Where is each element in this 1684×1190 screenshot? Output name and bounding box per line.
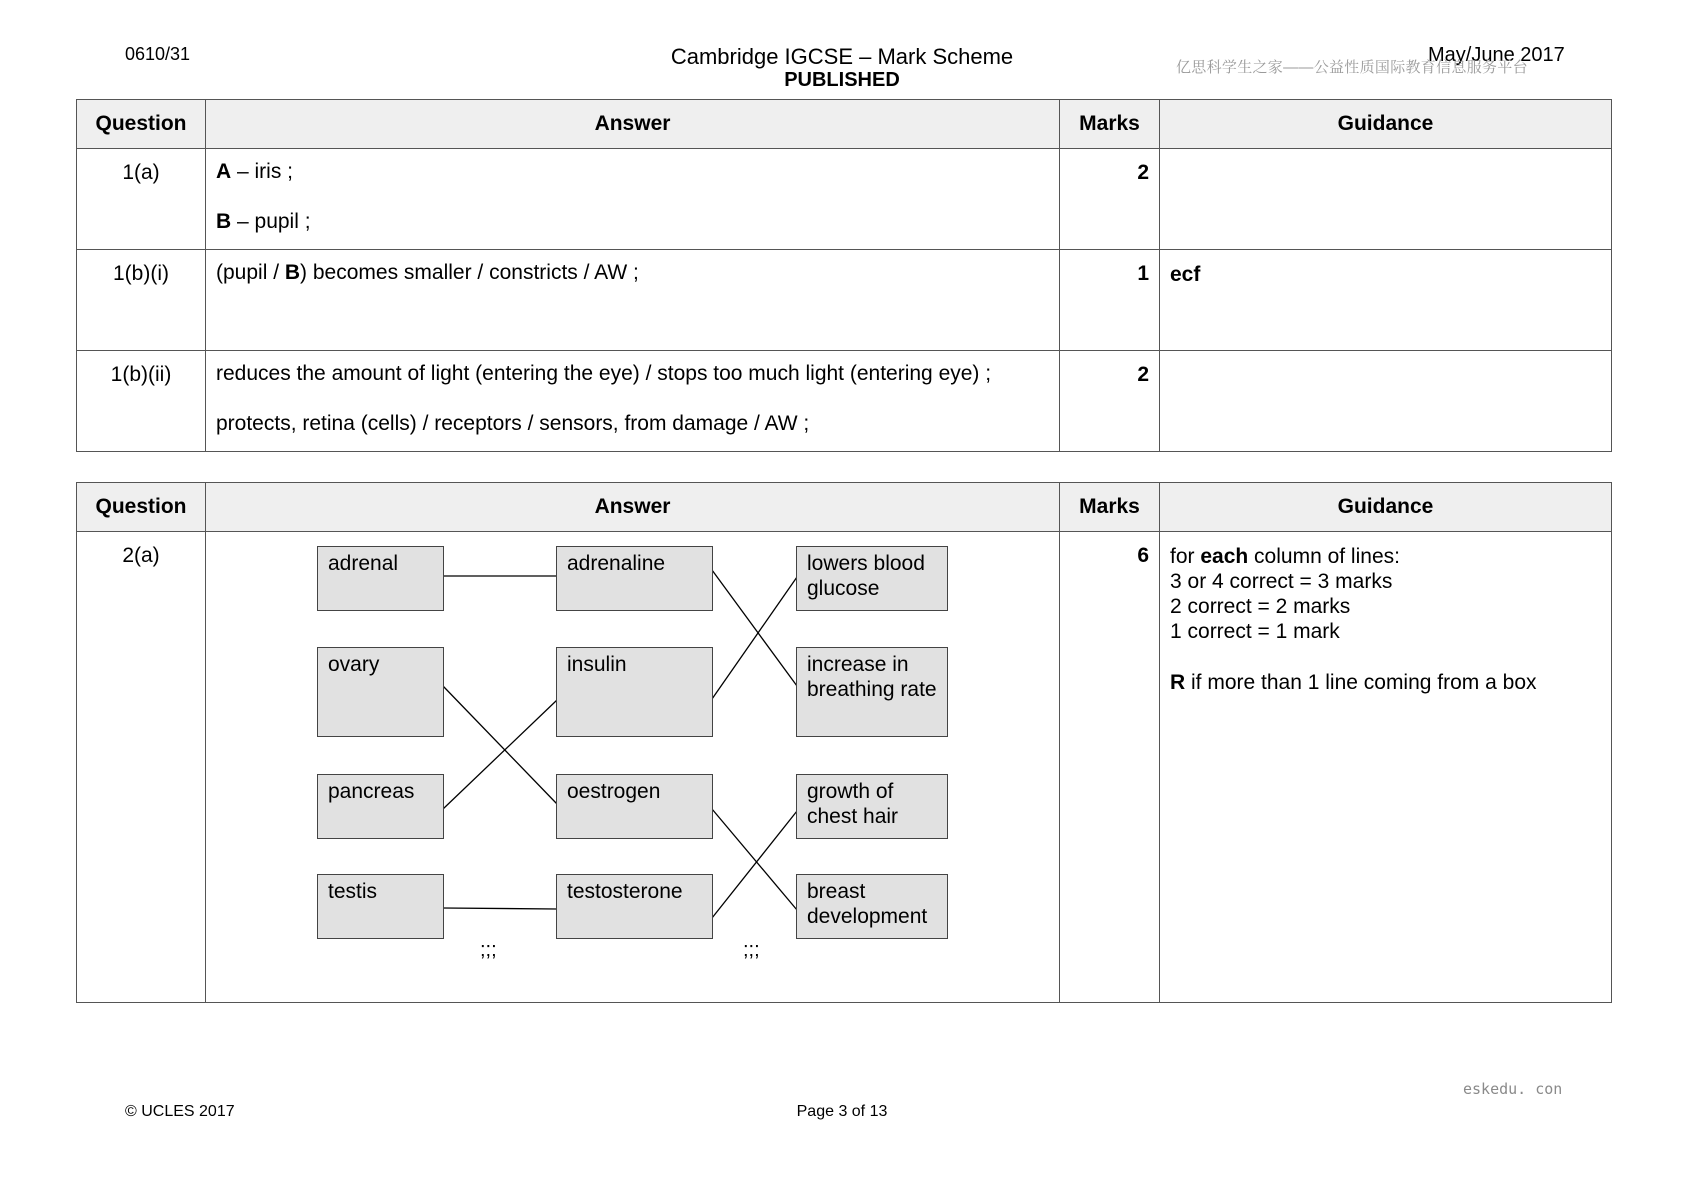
watermark-text: 亿思科学生之家——公益性质国际教育信息服务平台 xyxy=(1176,59,1528,76)
exam-session: May/June 2017 xyxy=(1428,44,1565,66)
hormone-label: adrenaline xyxy=(567,552,666,575)
line-ovary-oestrogen xyxy=(443,686,557,804)
line-adrenaline-breathing xyxy=(712,570,797,686)
guidance-cell xyxy=(1160,149,1612,250)
header-marks: Marks xyxy=(1060,483,1160,532)
hormone-box xyxy=(556,647,713,737)
hormone-label: oestrogen xyxy=(567,780,661,803)
effect-box xyxy=(796,546,948,611)
answer-cell xyxy=(206,351,1060,452)
label-bold: A xyxy=(216,160,232,183)
guidance-cell: ecf xyxy=(1160,250,1612,351)
document-subtitle: PUBLISHED xyxy=(784,69,900,91)
gland-box xyxy=(317,874,444,939)
guidance-text: if more than 1 line coming from a box xyxy=(1185,671,1537,694)
effect-label: lowers blood glucose xyxy=(807,552,925,600)
question-number: 1(a) xyxy=(77,149,206,250)
gland-label: pancreas xyxy=(328,780,415,803)
hormone-box xyxy=(556,546,713,611)
mark-ticks-left: ;;; xyxy=(480,939,497,961)
effect-label: breast development xyxy=(807,880,928,928)
answer-text: – iris ; xyxy=(231,160,294,183)
matching-diagram xyxy=(310,543,950,968)
line-pancreas-insulin xyxy=(443,700,557,809)
guidance-line: 3 or 4 correct = 3 marks xyxy=(1170,570,1393,593)
marks-value: 2 xyxy=(1060,149,1160,250)
line-oestrogen-breast xyxy=(712,809,797,910)
effect-box xyxy=(796,774,948,839)
answer-text: (pupil / xyxy=(216,261,285,284)
marks-value: 2 xyxy=(1060,351,1160,452)
hormone-box xyxy=(556,774,713,839)
gland-label: ovary xyxy=(328,653,380,676)
table-row xyxy=(77,149,1612,250)
hormone-box xyxy=(556,874,713,939)
label-bold: B xyxy=(216,210,232,233)
marks-value: 6 xyxy=(1060,532,1160,1003)
table-header-row xyxy=(77,483,1612,532)
hormone-label: testosterone xyxy=(567,880,683,903)
guidance-bold: each xyxy=(1200,545,1249,568)
header-answer: Answer xyxy=(206,100,1060,149)
guidance-line: 1 correct = 1 mark xyxy=(1170,620,1340,643)
document-title: Cambridge IGCSE – Mark Scheme xyxy=(670,44,1014,69)
gland-box xyxy=(317,546,444,611)
effect-box xyxy=(796,647,948,737)
guidance-text: column of lines: xyxy=(1248,545,1400,568)
header-answer: Answer xyxy=(206,483,1060,532)
answer-text: reduces the amount of light (entering the eye) / stops too much light (entering eye) ; xyxy=(216,362,992,385)
effect-label: growth of chest hair xyxy=(807,780,899,828)
mark-ticks-right: ;;; xyxy=(743,939,760,961)
line-testis-testosterone xyxy=(443,908,557,909)
gland-box xyxy=(317,774,444,839)
effect-label: increase in breathing rate xyxy=(807,653,937,701)
gland-label: testis xyxy=(328,880,378,903)
answer-cell xyxy=(206,149,1060,250)
syllabus-code: 0610/31 xyxy=(125,44,191,64)
guidance-cell xyxy=(1160,532,1612,1003)
header-question: Question xyxy=(77,483,206,532)
table-row xyxy=(77,250,1612,351)
site-watermark: eskedu. con xyxy=(1463,1080,1563,1098)
gland-box xyxy=(317,647,444,737)
guidance-text: for xyxy=(1170,545,1201,568)
mark-scheme-table-1 xyxy=(76,99,1612,452)
page-number: Page 3 of 13 xyxy=(796,1103,888,1120)
gland-label: adrenal xyxy=(328,552,399,575)
table-row xyxy=(77,351,1612,452)
header-guidance: Guidance xyxy=(1160,100,1612,149)
label-bold: B xyxy=(284,261,301,284)
marks-value: 1 xyxy=(1060,250,1160,351)
guidance-line: 2 correct = 2 marks xyxy=(1170,595,1351,618)
reject-marker: R xyxy=(1170,671,1186,694)
question-number: 2(a) xyxy=(77,532,206,1003)
effect-box xyxy=(796,874,948,939)
answer-text: ) becomes smaller / constricts / AW ; xyxy=(300,261,639,284)
question-number: 1(b)(ii) xyxy=(77,351,206,452)
header-question: Question xyxy=(77,100,206,149)
line-insulin-glucose xyxy=(712,577,797,699)
line-testosterone-chest-hair xyxy=(712,811,797,918)
table-header-row xyxy=(77,100,1612,149)
answer-cell xyxy=(206,250,1060,351)
answer-text: – pupil ; xyxy=(231,210,311,233)
guidance-cell xyxy=(1160,351,1612,452)
copyright: © UCLES 2017 xyxy=(125,1103,235,1120)
hormone-label: insulin xyxy=(567,653,627,676)
answer-text: protects, retina (cells) / receptors / sensors, from damage / AW ; xyxy=(216,412,810,435)
header-guidance: Guidance xyxy=(1160,483,1612,532)
header-marks: Marks xyxy=(1060,100,1160,149)
question-number: 1(b)(i) xyxy=(77,250,206,351)
